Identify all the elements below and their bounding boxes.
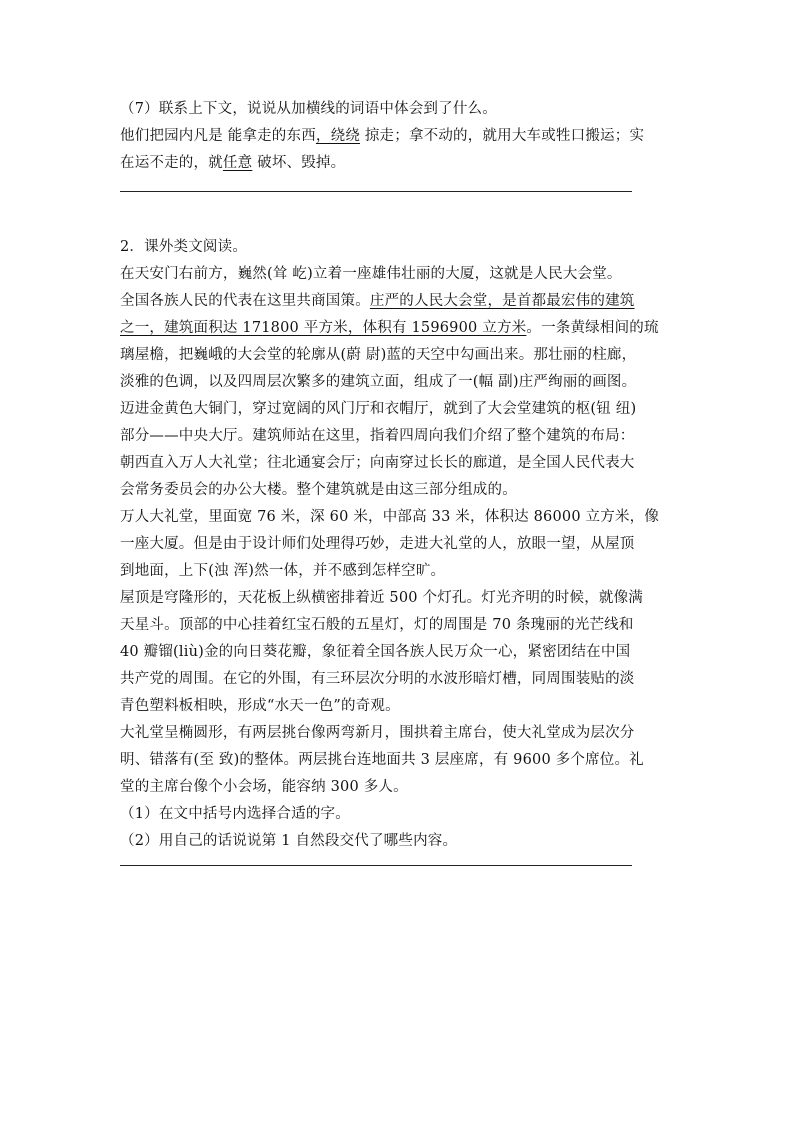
paragraph-5 [120,720,680,801]
paragraph-line: 璃屋檐，把巍峨的大会堂的轮廓从(蔚 尉)蓝的天空中勾画出来。那壮丽的柱廊， [120,347,637,363]
paragraph-line: 万人大礼堂，里面宽 76 米，深 60 米，中部高 33 米，体积达 86000 立方米，像 [120,509,660,525]
paragraph-line [120,315,680,342]
paragraph-line: 一座大厦。但是由于设计师们处理得巧妙，走进大礼堂的人，放眼一望，从屋顶 [120,536,635,552]
document-body [120,96,680,866]
paragraph-line: 淡雅的色调，以及四周层次繁多的建筑立面，组成了一(幅 副)庄严绚丽的画图。 [120,374,637,390]
paragraph-line: 青色塑料板相映，形成“水天一色”的奇观。 [120,698,400,714]
answer-line[interactable] [120,865,632,866]
paragraph-3 [120,504,680,585]
paragraph-line: 迈进金黄色大铜门，穿过宽阔的风门厅和衣帽厅，就到了大会堂建筑的枢(钮 纽) [120,401,637,417]
underlined-word: 任意 [222,155,253,171]
question-2: （2）用自己的话说说第 1 自然段交代了哪些内容。 [120,833,458,849]
passage-text: 破坏、毁掉。 [252,155,346,171]
passage-text: 他们把园内凡是 能拿走的东西 [120,128,316,144]
paragraph-line [120,288,680,315]
paragraph-line: 堂的主席台像个小会场，能容纳 300 多人。 [120,779,408,795]
passage-text: 全国各族人民的代表在这里共商国策。 [120,293,370,309]
paragraph-line: 共产党的周围。在它的外围，有三环层次分明的水波形暗灯槽，同周围装贴的淡 [120,671,635,687]
question-7 [120,96,680,192]
underlined-sentence: 之一，建筑面积达 171800 平方米，体积有 1596900 立方米 [120,320,527,336]
section-title: 2．课外类文阅读。 [120,239,248,255]
question-7-passage-line-2 [120,150,680,177]
paragraph-line: 会常务委员会的办公大楼。整个建筑就是由这三部分组成的。 [120,482,517,498]
passage-text: 在运不走的，就 [120,155,223,171]
underlined-sentence: 庄严的人民大会堂，是首都最宏伟的建筑 [369,293,635,309]
paragraph-line: 大礼堂呈椭圆形，有两层挑台像两弯新月，围拱着主席台，使大礼堂成为层次分 [120,725,635,741]
paragraph-line: 朝西直入万人大礼堂；往北通宴会厅；向南穿过长长的廊道，是全国人民代表大 [120,455,635,471]
paragraph-line: 40 瓣镏(liù)金的向日葵花瓣，象征着全国各族人民万众一心，紧密团结在中国 [120,644,631,660]
paragraph-4 [120,585,680,720]
paragraph-line: 屋顶是穹隆形的，天花板上纵横密排着近 500 个灯孔。灯光齐明的时候，就像满 [120,590,643,606]
paragraph-1 [120,261,680,396]
paragraph-line: 部分——中央大厅。建筑师站在这里，指着四周向我们介绍了整个建筑的布局： [120,428,635,444]
paragraph-line: 到地面，上下(浊 浑)然一体，并不感到怎样空旷。 [120,563,446,579]
underlined-word: ，绕绕 [315,128,361,144]
paragraph-line: 天星斗。顶部的中心挂着红宝石般的五星灯，灯的周围是 70 条瑰丽的光芒线和 [120,617,634,633]
question-1: （1）在文中括号内选择合适的字。 [120,806,350,822]
passage-text: 掠走；拿不动的，就用大车或牲口搬运；实 [360,128,645,144]
paragraph-line: 明、错落有(至 致)的整体。两层挑台连地面共 3 层座席，有 9600 多个席位。礼 [120,752,644,768]
paragraph-2 [120,396,680,504]
passage-text: 。一条黄绿相间的琉 [526,320,659,336]
question-7-passage-line-1 [120,123,680,150]
question-7-prompt: （7）联系上下文，说说从加横线的词语中体会到了什么。 [120,101,497,117]
section-2 [120,234,680,866]
paragraph-line: 在天安门右前方，巍然(耸 屹)立着一座雄伟壮丽的大厦，这就是人民大会堂。 [120,266,622,282]
